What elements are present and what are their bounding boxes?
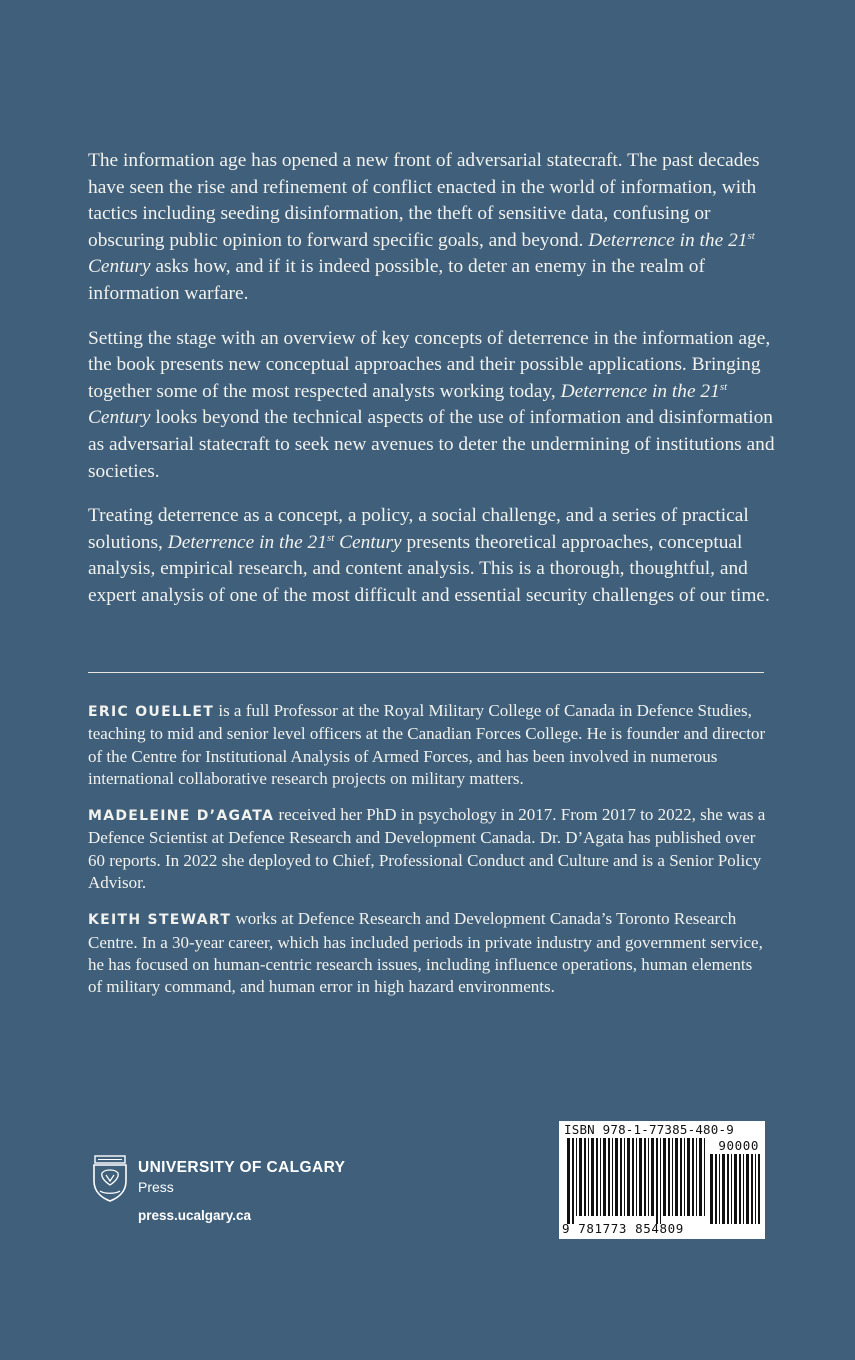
barcode-bar — [692, 1138, 694, 1216]
barcode-bar — [746, 1154, 749, 1224]
author-bios — [88, 700, 768, 1013]
publisher-subtitle: Press — [138, 1179, 174, 1195]
university-shield-crest-icon — [92, 1155, 128, 1203]
barcode-bar — [696, 1138, 697, 1216]
isbn-number: ISBN 978-1-77385-480-9 — [564, 1122, 734, 1137]
author-bio — [88, 804, 768, 894]
barcode-bar — [591, 1138, 594, 1216]
barcode-bar — [632, 1138, 634, 1216]
author-name: ERIC OUELLET — [88, 704, 215, 720]
description-paragraph-3 — [88, 503, 778, 609]
barcode-bar — [668, 1138, 670, 1216]
paragraph-text: Setting the stage with an overview of key concepts of deterrence in the information age, the book presents new conceptual approaches and their possible applications. Bringing together some of the most respected analysts working today, — [88, 327, 771, 402]
publisher-name: UNIVERSITY OF CALGARY — [138, 1159, 346, 1176]
barcode-bar — [699, 1138, 702, 1216]
barcode-bar — [567, 1138, 570, 1224]
paragraph-text: presents theoretical approaches, conceptual analysis, empirical research, and content analysis. This is a thorough, thoughtful, and expert analysis of one of the most difficult and essential security challenges of our time. — [88, 531, 770, 606]
title-text: Century — [88, 407, 151, 429]
barcode-bar — [751, 1154, 753, 1224]
barcode-bar — [739, 1154, 741, 1224]
author-bio-text: works at Defence Research and Development Canada’s Toronto Research Centre. In a 30-year career, which has included periods in private industry and government service, he has focused on human-centric research issues, including influence operations, human elements of military command, and human error in high hazard environments. — [88, 909, 763, 997]
barcode-bar — [636, 1138, 637, 1216]
ean-digits: 9 781773 854809 — [562, 1221, 684, 1236]
divider-rule — [88, 672, 764, 673]
barcode-bar — [639, 1138, 642, 1216]
barcode-bar — [624, 1138, 625, 1216]
barcode-bar — [743, 1154, 744, 1224]
barcode-bar — [719, 1154, 720, 1224]
barcode-bar — [710, 1154, 713, 1224]
barcode-bar — [684, 1138, 685, 1216]
barcode-bar — [648, 1138, 649, 1216]
author-name: KEITH STEWART — [88, 912, 232, 929]
barcode-bar — [663, 1138, 666, 1216]
barcode-bar — [584, 1138, 586, 1216]
barcode-bar — [576, 1138, 577, 1216]
barcode-bar — [627, 1138, 630, 1216]
author-bio — [88, 700, 768, 790]
ean-barcode-bars — [567, 1138, 705, 1224]
title-text: Century — [334, 531, 402, 553]
title-text: Century — [88, 256, 151, 278]
barcode-bar — [615, 1138, 618, 1216]
isbn-barcode — [559, 1121, 765, 1239]
barcode-bar — [704, 1138, 705, 1216]
book-title-italic — [168, 532, 402, 553]
author-bio-text: is a full Professor at the Royal Military College of Canada in Defence Studies, teaching to mid and senior level officers at the Canadian Forces College. He is founder and director of the Centre for Institutional Analysis of Armed Forces, and has been involved in numerous international collaborative research projects on military matters. — [88, 701, 766, 788]
barcode-bar — [608, 1138, 610, 1216]
author-bio — [88, 908, 768, 998]
barcode-bar — [727, 1154, 729, 1224]
barcode-bar — [715, 1154, 717, 1224]
publisher-website-link[interactable]: press.ucalgary.ca — [138, 1208, 252, 1223]
barcode-bar — [579, 1138, 582, 1216]
barcode-bar — [672, 1138, 673, 1216]
paragraph-text: looks beyond the technical aspects of the use of information and disinformation as adversarial statecraft to seek new avenues to deter the undermining of institutions and societies. — [88, 407, 775, 482]
description-paragraph-2 — [88, 326, 778, 486]
barcode-bar — [722, 1154, 725, 1224]
author-name: MADELEINE D’AGATA — [88, 808, 275, 825]
barcode-bar — [651, 1138, 654, 1216]
title-text: Deterrence in the 21 — [560, 380, 720, 402]
ordinal-suffix: st — [747, 229, 755, 242]
ordinal-suffix: st — [326, 531, 335, 544]
barcode-bar — [687, 1138, 690, 1216]
barcode-bar — [680, 1138, 682, 1216]
barcode-bar — [572, 1138, 574, 1224]
barcode-bar — [734, 1154, 737, 1224]
barcode-bar — [620, 1138, 622, 1216]
barcode-bar — [600, 1138, 601, 1216]
price-addon-code: 90000 — [718, 1138, 759, 1153]
barcode-bar — [656, 1138, 658, 1224]
barcode-bar — [603, 1138, 606, 1216]
author-bio-text: received her PhD in psychology in 2017. From 2017 to 2022, she was a Defence Scientist at Defence Research and Development Canada. Dr. D’Agata has published over 60 reports. In 2022 she deployed to Chief, Professional Conduct and Culture and is a Senior Policy Advisor. — [88, 805, 766, 893]
addon-barcode-bars — [710, 1154, 760, 1224]
title-text: Deterrence in the 21 — [588, 229, 748, 251]
paragraph-text: Treating deterrence as a concept, a policy, a social challenge, and a series of practical solutions, — [88, 505, 749, 553]
description-paragraph-1 — [88, 148, 778, 308]
barcode-bar — [758, 1154, 760, 1224]
barcode-bar — [644, 1138, 646, 1216]
barcode-bar — [596, 1138, 598, 1216]
book-description — [88, 148, 778, 628]
barcode-bar — [731, 1154, 732, 1224]
barcode-bar — [588, 1138, 589, 1216]
title-text: Deterrence in the 21 — [167, 531, 327, 553]
ordinal-suffix: st — [719, 380, 728, 393]
barcode-bar — [675, 1138, 678, 1216]
barcode-bar — [612, 1138, 613, 1216]
barcode-bar — [660, 1138, 661, 1224]
barcode-bar — [755, 1154, 756, 1224]
paragraph-text: asks how, and if it is indeed possible, to deter an enemy in the realm of information warfare. — [88, 256, 705, 304]
paragraph-text: The information age has opened a new front of adversarial statecraft. The past decades have seen the rise and refinement of conflict enacted in the world of information, with tactics including seeding disinformation, the theft of sensitive data, confusing or obscuring public opinion to forward specific goals, and beyond. — [88, 150, 760, 251]
